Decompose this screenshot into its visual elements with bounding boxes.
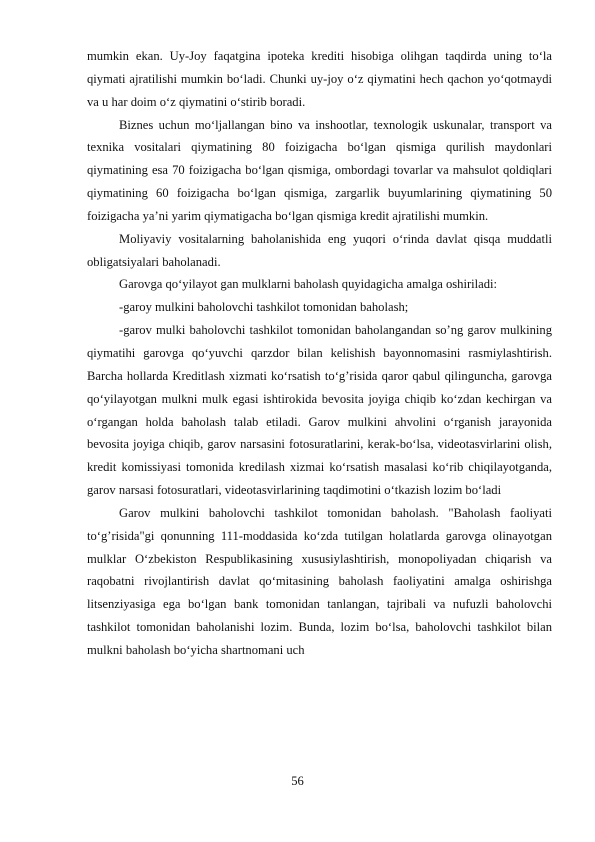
paragraph-financial-instruments: Moliyaviy vositalarning baholanishida eng yuqori o‘rinda davlat qisqa muddatli obligatsiyalari baholanadi. (87, 231, 552, 269)
paragraph-continuation: mumkin ekan. Uy-Joy faqatgina ipoteka krediti hisobiga olihgan taqdirda uning to‘la qiymati ajratilishi mumkin bo‘ladi. Chunki uy-joy o‘z qiymatini hech qachon yo‘qotmaydi va u har doim o‘z qiymatini o‘stirib boradi. (87, 49, 552, 109)
paragraph-valuation-step-1: -garoy mulkini baholovchi tashkilot tomonidan baholash; (119, 300, 409, 315)
paragraph-valuation-step-2: -garov mulki baholovchi tashkilot tomonidan baholangandan so’ng garov mulkining qiymatihi garovga qo‘yuvchi qarzdor bilan kelishish bayonnomasini rasmiylashtirish. Barcha hollarda Kreditlash xizmati ko‘rsatish to‘g’risida qaror qabul qilinguncha, garovga qo‘yilayotgan mulkni mulk egasi ishtirokida bevosita joyiga chiqib ko‘zdan kechirgan va o‘rgangan holda baholash talab etiladi. Garov mulkini ahvolini o‘rganish jarayonida bevosita joyiga chiqib, garov narsasini fotosuratlarini, kerak-bo‘lsa, videotasvirlarini olish, kredit komissiyasi tomonida kredilash xizmai ko‘rsatish masalasi ko‘rib chiqilayotganda, garov narsasi fotosuratlari, videotasvirlarining taqdimotini o‘tkazish lozim bo‘ladi (87, 323, 552, 498)
paragraph-valuation-organization: Garov mulkini baholovchi tashkilot tomonidan baholash. "Baholash faoliyati to‘g’risida"gi qonunning 111-moddasida ko‘zda tutilgan holatlarda garovga olinayotgan mulklar O‘zbekiston Respublikasining xususiylashtirish, monopoliyadan chiqarish va raqobatni rivojlantirish davlat qo‘mitasining baholash faoliyatini amalga oshirishga litsenziyasiga ega bo‘lgan bank tomonidan tanlangan, tajribali va nufuzli baholovchi tashkilot tomonidan baholanishi lozim. Bunda, lozim bo‘lsa, baholovchi tashkilot bilan mulkni baholash bo‘yicha shartnomani uch (87, 505, 552, 657)
paragraph-valuation-intro: Garovga qo‘yilayot gan mulklarni baholash quyidagicha amalga oshiriladi: (119, 277, 498, 292)
body-text (87, 45, 552, 662)
paragraph-collateral-percentages: Biznes uchun mo‘ljallangan bino va inshootlar, texnologik uskunalar, transport va texnika vositalari qiymatining 80 foizigacha bo‘lgan qismiga qurilish maydonlari qiymatining esa 70 foizigacha bo‘lgan qismiga, ombordagi tovarlar va mahsulot qoldiqlari qiymatining 60 foizigacha bo‘lgan qismiga, zargarlik buyumlarining qiymatining 50 foizigacha ya’ni yarim qiymatigacha bo‘lgan qismiga kredit ajratilishi mumkin. (87, 117, 552, 223)
page-number: 56 (291, 774, 304, 788)
